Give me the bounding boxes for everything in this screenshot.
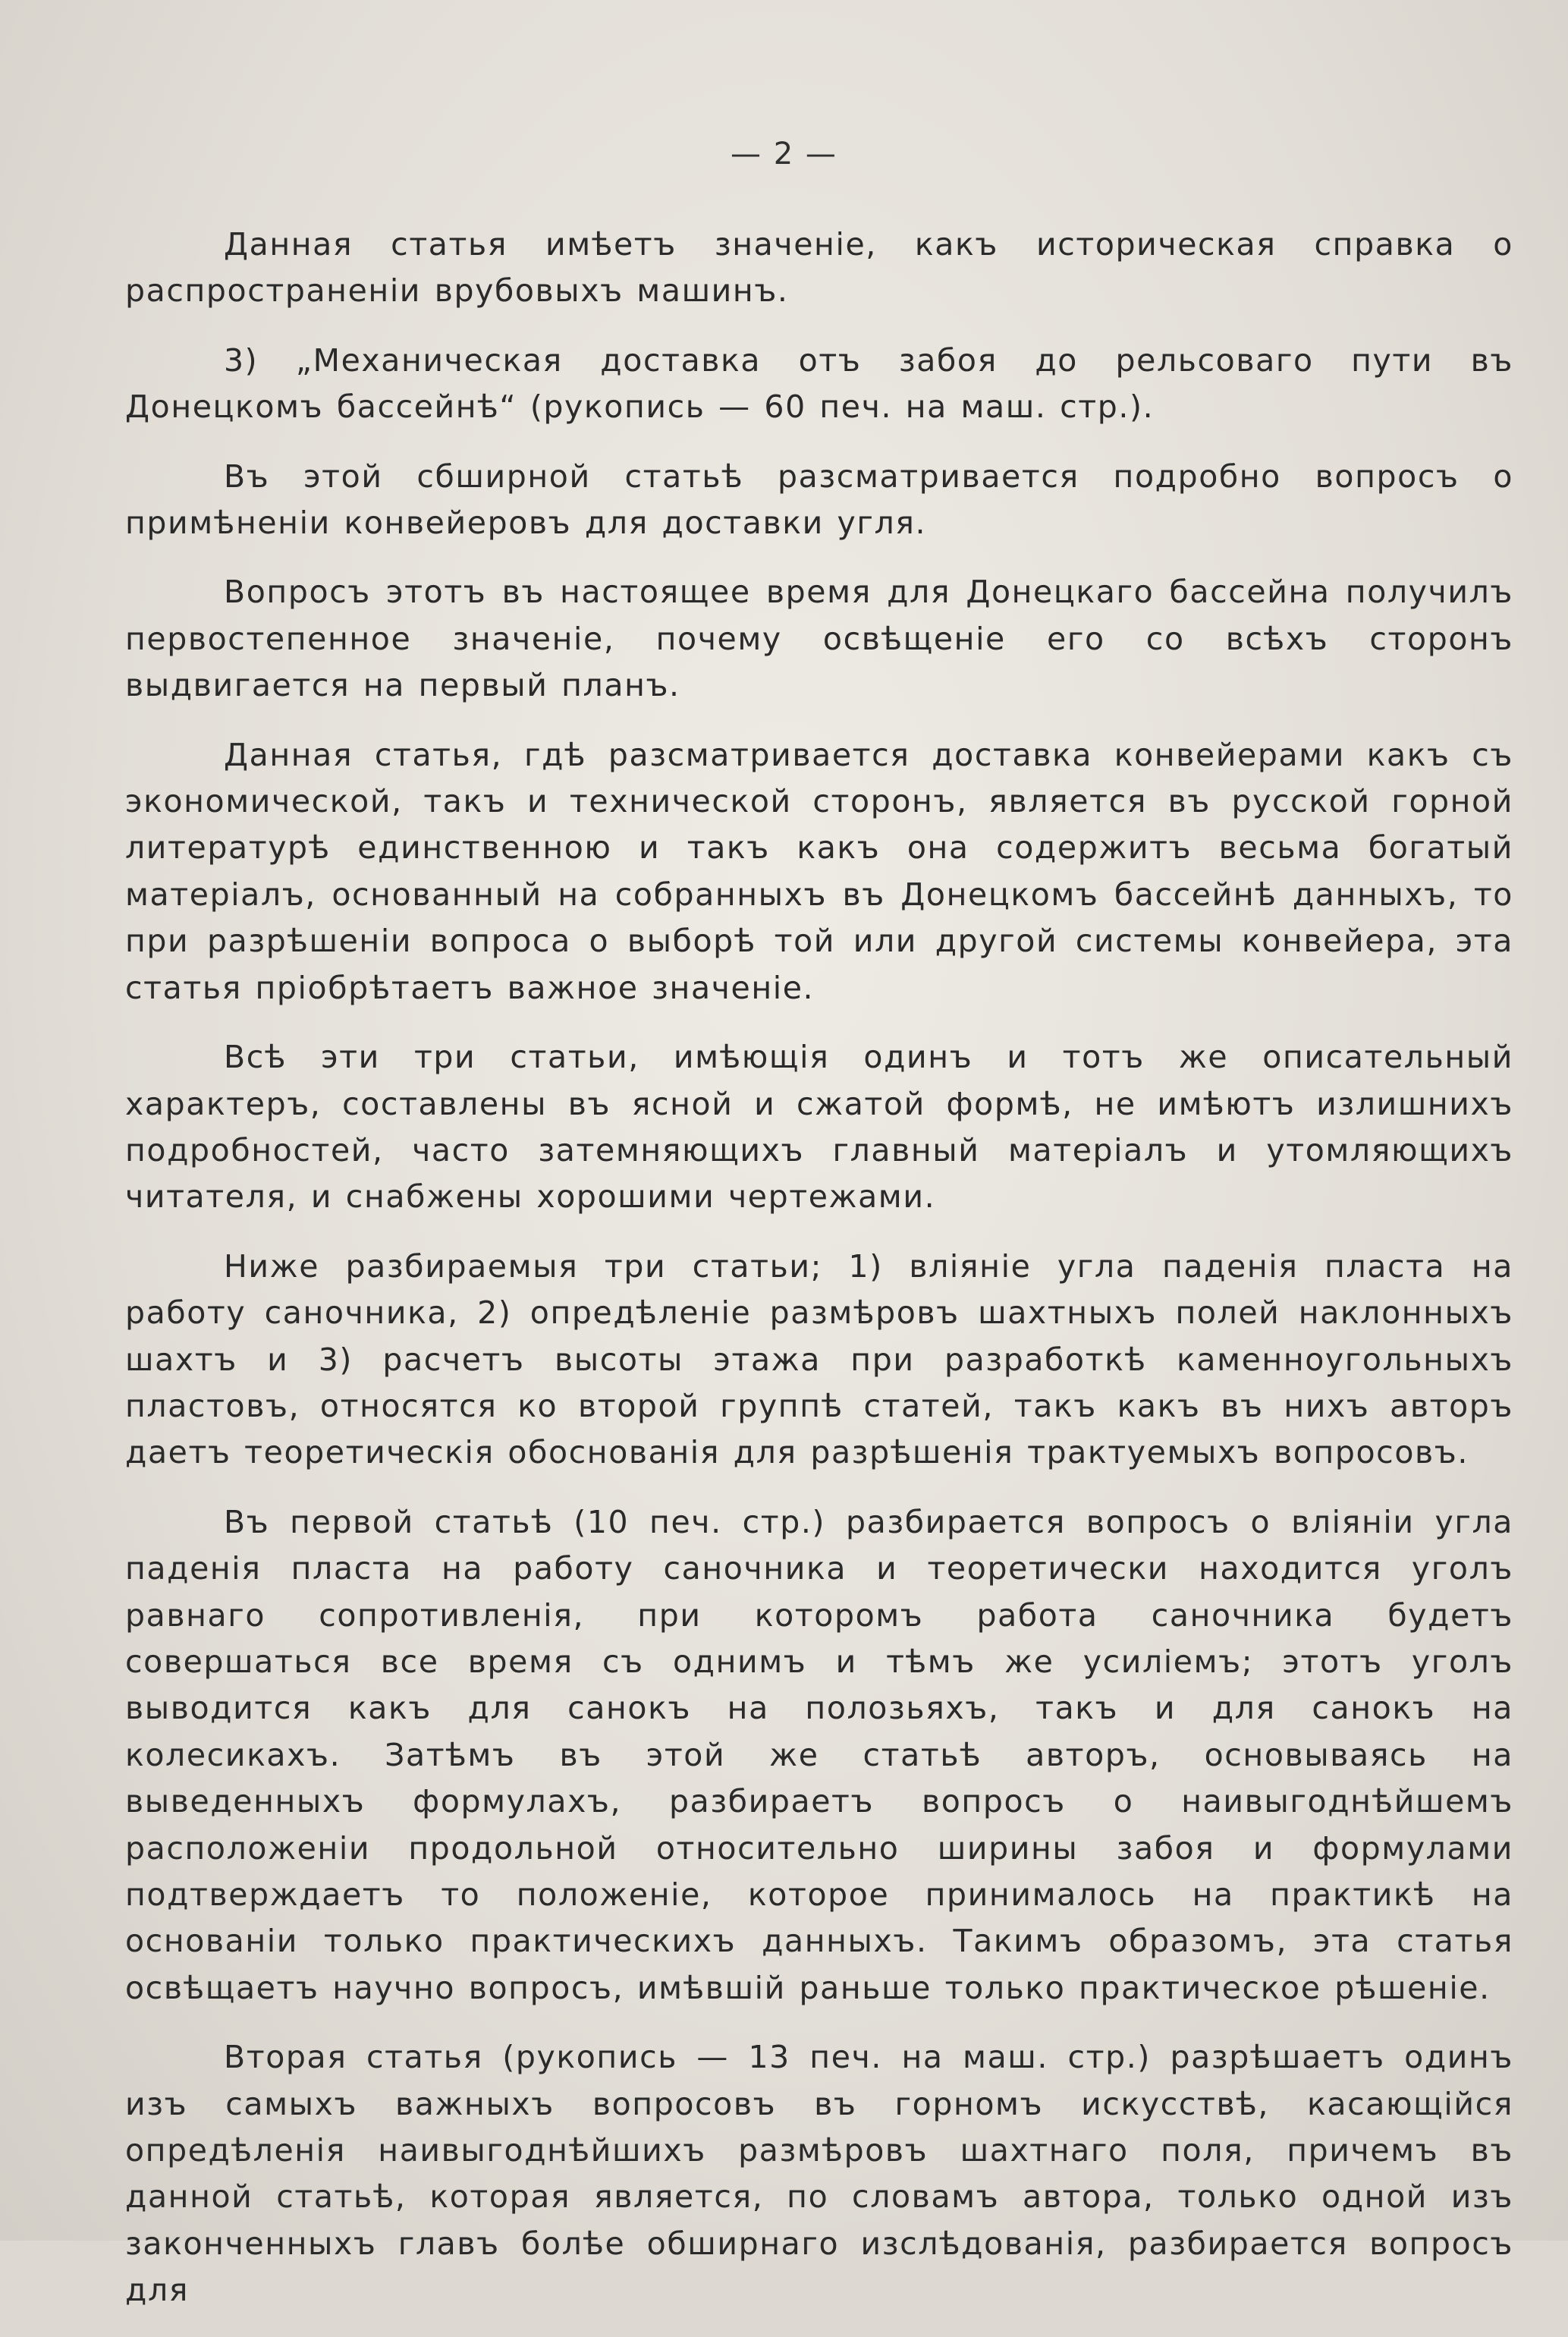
paragraph: Вопросъ этотъ въ настоящее время для Донецкаго бассейна получилъ первостепенное значенiе, почему освѣщенiе его со всѣхъ сторонъ выдвигается на первый планъ.	[125, 574, 1513, 704]
paragraph: Всѣ эти три статьи, имѣющiя одинъ и тотъ же описательный характеръ, составлены въ ясной и сжатой формѣ, не имѣютъ излишнихъ подробностей, часто затемняющихъ главный матерiалъ и утомляющихъ читателя, и снабжены хорошими чертежами.	[125, 1039, 1513, 1216]
paragraph: Данная статья, гдѣ разсматривается доставка конвейерами какъ съ экономической, такъ и технической сторонъ, является въ русской горной литературѣ единственною и такъ какъ она содержитъ весьма богатый матерiалъ, основанный на собранныхъ въ Донецкомъ бассейнѣ данныхъ, то при разрѣшенiи вопроса о выборѣ той или другой системы конвейера, эта статья прiобрѣтаетъ важное значенiе.	[125, 736, 1513, 1006]
text-body	[125, 222, 1513, 2337]
paragraph: 3) „Механическая доставка отъ забоя до рельсоваго пути въ Донецкомъ бассейнѣ“ (рукопись — 60 печ. на маш. стр.).	[125, 341, 1513, 426]
paragraph: Въ этой сбширной статьѣ разсматривается подробно вопросъ о примѣненiи конвейеровъ для доставки угля.	[125, 458, 1513, 542]
paragraph: Данная статья имѣетъ значенiе, какъ историческая справка о распространенiи врубовыхъ машинъ.	[125, 226, 1513, 310]
paragraph: Вторая статья (рукопись — 13 печ. на маш. стр.) разрѣшаетъ одинъ изъ самыхъ важныхъ вопросовъ въ горномъ искусствѣ, касающiйся опредѣленiя наивыгоднѣйшихъ размѣровъ шахтнаго поля, причемъ въ данной статьѣ, которая является, по словамъ автора, только одной изъ законченныхъ главъ болѣе обширнаго изслѣдованiя, разбирается вопросъ для	[125, 2039, 1513, 2309]
paragraph: Ниже разбираемыя три статьи; 1) влiянiе угла паденiя пласта на работу саночника, 2) опредѣленiе размѣровъ шахтныхъ полей наклонныхъ шахтъ и 3) расчетъ высоты этажа при разработкѣ каменноугольныхъ пластовъ, относятся ко второй группѣ статей, такъ какъ въ нихъ авторъ даетъ теоретическiя обоснованiя для разрѣшенiя трактуемыхъ вопросовъ.	[125, 1247, 1513, 1471]
paragraph: Въ первой статьѣ (10 печ. стр.) разбирается вопросъ о влiянiи угла паденiя пласта на работу саночника и теоретически находится уголъ равнаго сопротивленiя, при которомъ работа саночника будетъ совершаться все время съ однимъ и тѣмъ же усилiемъ; этотъ уголъ выводится какъ для санокъ на полозьяхъ, такъ и для санокъ на колесикахъ. Затѣмъ въ этой же статьѣ авторъ, основываясь на выведенныхъ формулахъ, разбираетъ вопросъ о наивыгоднѣйшемъ расположенiи продольной относительно ширины забоя и формулами подтверждаетъ то положенiе, которое принималось на практикѣ на основанiи только практическихъ данныхъ. Такимъ образомъ, эта статья освѣщаетъ научно вопросъ, имѣвшiй раньше только практическое рѣшенiе.	[125, 1503, 1513, 2006]
page-number: — 2 —	[731, 137, 837, 171]
